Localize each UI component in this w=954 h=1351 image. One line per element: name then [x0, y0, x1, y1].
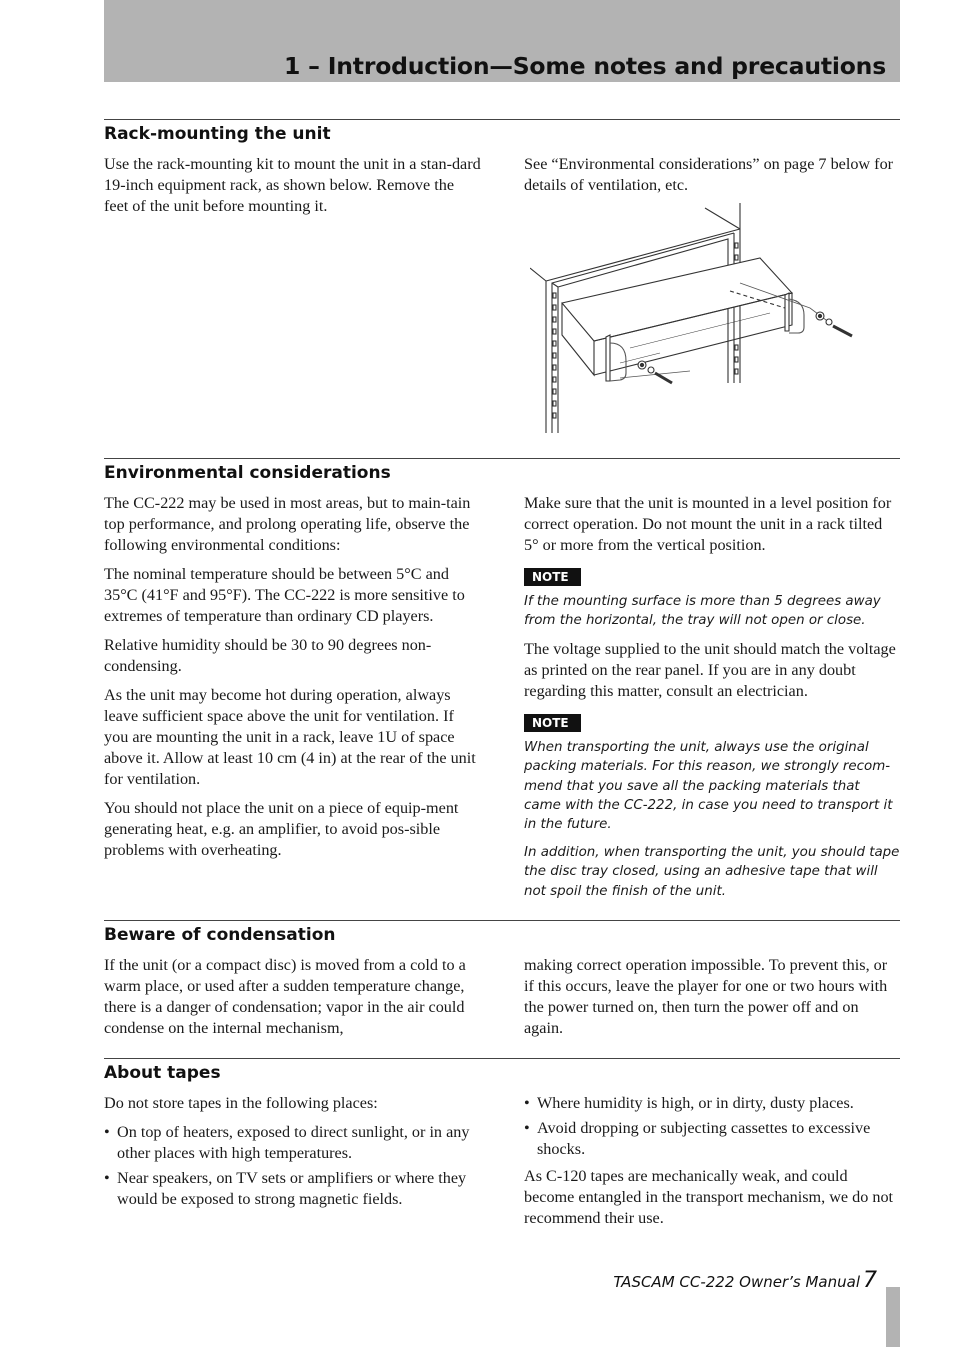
note-tray-tilt: If the mounting surface is more than 5 degrees away from the horizontal, the tray will not open or close.: [524, 594, 881, 629]
env-paragraph: The CC-222 may be used in most areas, but to main-tain top performance, and prolong operating life, observe the following environmental conditions:: [104, 494, 471, 554]
heading-about-tapes: About tapes: [104, 1063, 221, 1083]
rack-mounting-left-column: [104, 154, 482, 225]
section-environmental: [104, 458, 900, 919]
rack-holes-left: [553, 293, 556, 418]
tapes-intro: Do not store tapes in the following places:: [104, 1094, 378, 1112]
tapes-bullet-list: [104, 1122, 482, 1210]
thumb-index-tab: [886, 1287, 900, 1347]
note-badge: NOTE: [524, 714, 581, 732]
condensation-paragraph: making correct operation impossible. To prevent this, or if this occurs, leave the player for one or two hours with the power turned on, then turn the power off and on again.: [524, 956, 888, 1037]
section-about-tapes: [104, 1058, 900, 1239]
heading-environmental: Environmental considerations: [104, 463, 391, 483]
env-paragraph: Relative humidity should be 30 to 90 degrees non-condensing.: [104, 636, 432, 675]
condensation-paragraph: If the unit (or a compact disc) is moved from a cold to a warm place, or used after a sudden temperature change, there is a danger of condensation; vapor in the air could condense on the internal mechanism,: [104, 956, 466, 1037]
note-transport-packing: When transporting the unit, always use the original packing materials. For this reason, we strongly recom-mend that you save all the packing materials that came with the CC-222, in case you need to transport it in the future.: [524, 739, 893, 833]
rack-mounting-illustration: [530, 203, 870, 435]
list-item: • Avoid dropping or subjecting cassettes to excessive shocks.: [524, 1118, 900, 1160]
chapter-title: 1 – Introduction—Some notes and precautions: [284, 52, 886, 80]
condensation-right-column: [524, 955, 900, 1047]
heading-condensation: Beware of condensation: [104, 925, 336, 945]
rack-mounting-instructions: Use the rack-mounting kit to mount the unit in a stan-dard 19-inch equipment rack, as shown below. Remove the feet of the unit before mounting it.: [104, 155, 481, 215]
tapes-left-column: [104, 1093, 482, 1216]
env-paragraph: You should not place the unit on a piece of equip-ment generating heat, e.g. an amplifier, to avoid pos-sible problems with overheating.: [104, 799, 459, 859]
environmental-left-column: [104, 493, 482, 869]
tapes-right-column: [524, 1093, 900, 1237]
heading-rack-mounting: Rack-mounting the unit: [104, 124, 331, 144]
env-voltage-paragraph: The voltage supplied to the unit should match the voltage as printed on the rear panel. If you are in any doubt regarding this matter, consult an electrician.: [524, 639, 896, 700]
manual-title: TASCAM CC-222 Owner’s Manual: [613, 1273, 860, 1291]
section-condensation: [104, 920, 900, 1057]
env-paragraph: As the unit may become hot during operation, always leave sufficient space above the unit for ventilation. If you are mounting the unit in a rack, leave 1U of space above it. Allow at least 10 cm (4 in) at the rear of the unit for ventilation.: [104, 686, 476, 788]
page-number: 7: [863, 1268, 877, 1293]
list-item: • Near speakers, on TV sets or amplifiers or where they would be exposed to strong magnetic fields.: [104, 1168, 482, 1210]
tapes-closing: As C-120 tapes are mechanically weak, and could become entangled in the transport mechanism, we do not recommend their use.: [524, 1167, 894, 1227]
list-item: • On top of heaters, exposed to direct sunlight, or in any other places with high temperatures.: [104, 1122, 482, 1164]
env-level-paragraph: Make sure that the unit is mounted in a level position for correct operation. Do not mount the unit in a rack tilted 5° or more from the vertical position.: [524, 494, 892, 554]
list-item: • Where humidity is high, or in dirty, dusty places.: [524, 1093, 900, 1114]
environmental-right-column: [524, 493, 900, 909]
chapter-header-band: [104, 0, 900, 82]
page-footer: [613, 1268, 877, 1293]
rack-mounting-see-also: See “Environmental considerations” on page 7 below for details of ventilation, etc.: [524, 155, 894, 194]
condensation-left-column: [104, 955, 482, 1047]
rack-mounting-right-column: [524, 154, 900, 204]
note-badge: NOTE: [524, 568, 581, 586]
env-paragraph: The nominal temperature should be between 5°C and 35°C (41°F and 95°F). The CC-222 is more sensitive to extremes of temperature than ordinary CD players.: [104, 565, 465, 625]
tapes-bullet-list: [524, 1093, 900, 1160]
note-transport-tape: In addition, when transporting the unit, you should tape the disc tray closed, using an adhesive tape that will not spoil the finish of the unit.: [524, 844, 900, 899]
